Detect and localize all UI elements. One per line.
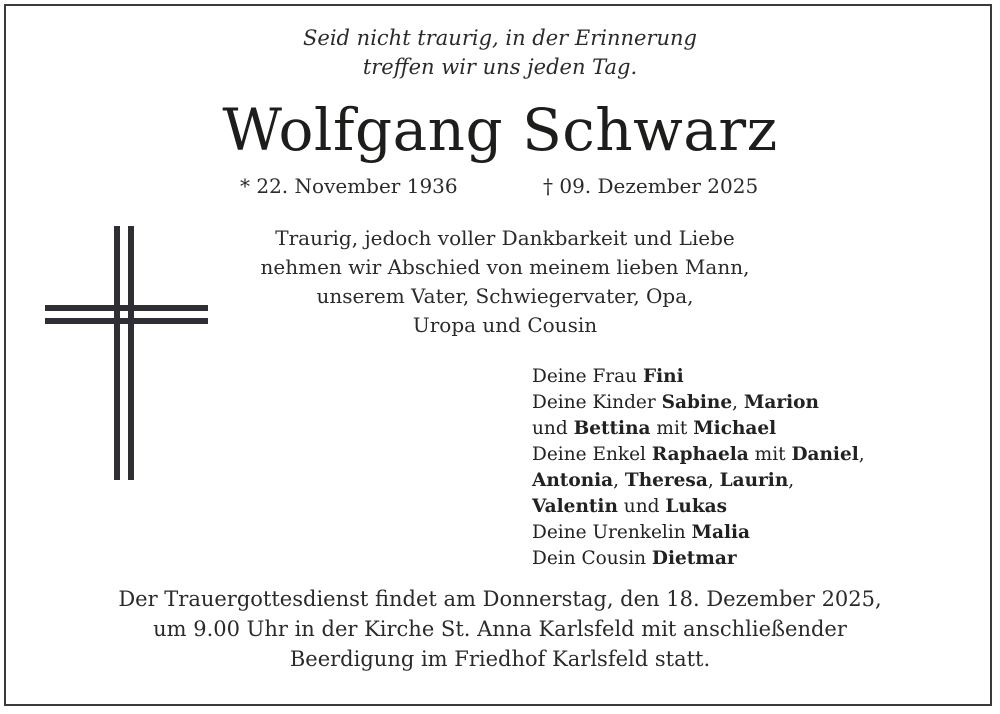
mourner-name: Sabine: [661, 392, 733, 413]
cross-horizontal-bottom: [45, 318, 208, 324]
farewell-line: nehmen wir Abschied von meinem lieben Mann,: [260, 255, 750, 279]
mourner-line: [532, 390, 982, 416]
birth-date: * 22. November 1936: [240, 174, 458, 198]
cross-vertical-right: [128, 226, 134, 480]
service-line: Der Trauergottesdienst findet am Donnerstag, den 18. Dezember 2025,: [118, 587, 882, 611]
cross-vertical-left: [114, 226, 120, 480]
mourner-name: Fini: [642, 366, 684, 387]
mourner-name: Michael: [693, 418, 777, 439]
farewell-line: Uropa und Cousin: [412, 313, 598, 337]
separator-text: ,: [858, 444, 865, 465]
mourner-name: Daniel: [791, 444, 859, 465]
separator-text: ,: [707, 470, 720, 491]
mourner-line: [532, 468, 982, 494]
mourner-line: [532, 364, 982, 390]
service-announcement: [0, 584, 1000, 674]
mourner-name: Raphaela: [651, 444, 749, 465]
service-line: um 9.00 Uhr in der Kirche St. Anna Karlsfeld mit anschließender: [153, 617, 847, 641]
mourner-name: Marion: [743, 392, 819, 413]
deceased-name: Wolfgang Schwarz: [222, 96, 778, 164]
mourner-line: [532, 442, 982, 468]
relation-text: Deine Kinder: [532, 392, 662, 413]
mourner-name: Valentin: [532, 496, 618, 517]
death-date: † 09. Dezember 2025: [543, 174, 759, 198]
mourner-name: Bettina: [573, 418, 651, 439]
mourner-name: Malia: [691, 522, 751, 543]
mourner-name: Theresa: [624, 470, 708, 491]
motto-line: treffen wir uns jeden Tag.: [362, 55, 638, 79]
relation-text: Dein Cousin: [532, 548, 652, 569]
separator-text: ,: [788, 470, 795, 491]
mourner-name: Dietmar: [651, 548, 737, 569]
separator-text: mit: [748, 444, 792, 465]
mourner-line: [532, 416, 982, 442]
mourner-line: [532, 494, 982, 520]
relation-text: und: [532, 418, 574, 439]
mourner-name: Laurin: [719, 470, 789, 491]
motto-line: Seid nicht traurig, in der Erinnerung: [303, 26, 697, 50]
cross-center-gap: [120, 311, 128, 318]
relation-text: Deine Urenkelin: [532, 522, 692, 543]
service-line: Beerdigung im Friedhof Karlsfeld statt.: [289, 647, 711, 671]
separator-text: und: [617, 496, 666, 517]
mourner-line: [532, 520, 982, 546]
motto: [0, 24, 1000, 82]
mourner-name: Lukas: [665, 496, 728, 517]
farewell-line: unserem Vater, Schwiegervater, Opa,: [316, 284, 694, 308]
mourner-line: [532, 546, 982, 572]
farewell-text: [200, 224, 810, 340]
separator-text: mit: [650, 418, 694, 439]
separator-text: ,: [732, 392, 744, 413]
mourner-name: Antonia: [532, 470, 614, 491]
mourners-list: [532, 364, 982, 572]
cross-icon: [45, 226, 208, 480]
separator-text: ,: [613, 470, 625, 491]
relation-text: Deine Enkel: [532, 444, 652, 465]
relation-text: Deine Frau: [532, 366, 643, 387]
farewell-line: Traurig, jedoch voller Dankbarkeit und Liebe: [275, 226, 735, 250]
